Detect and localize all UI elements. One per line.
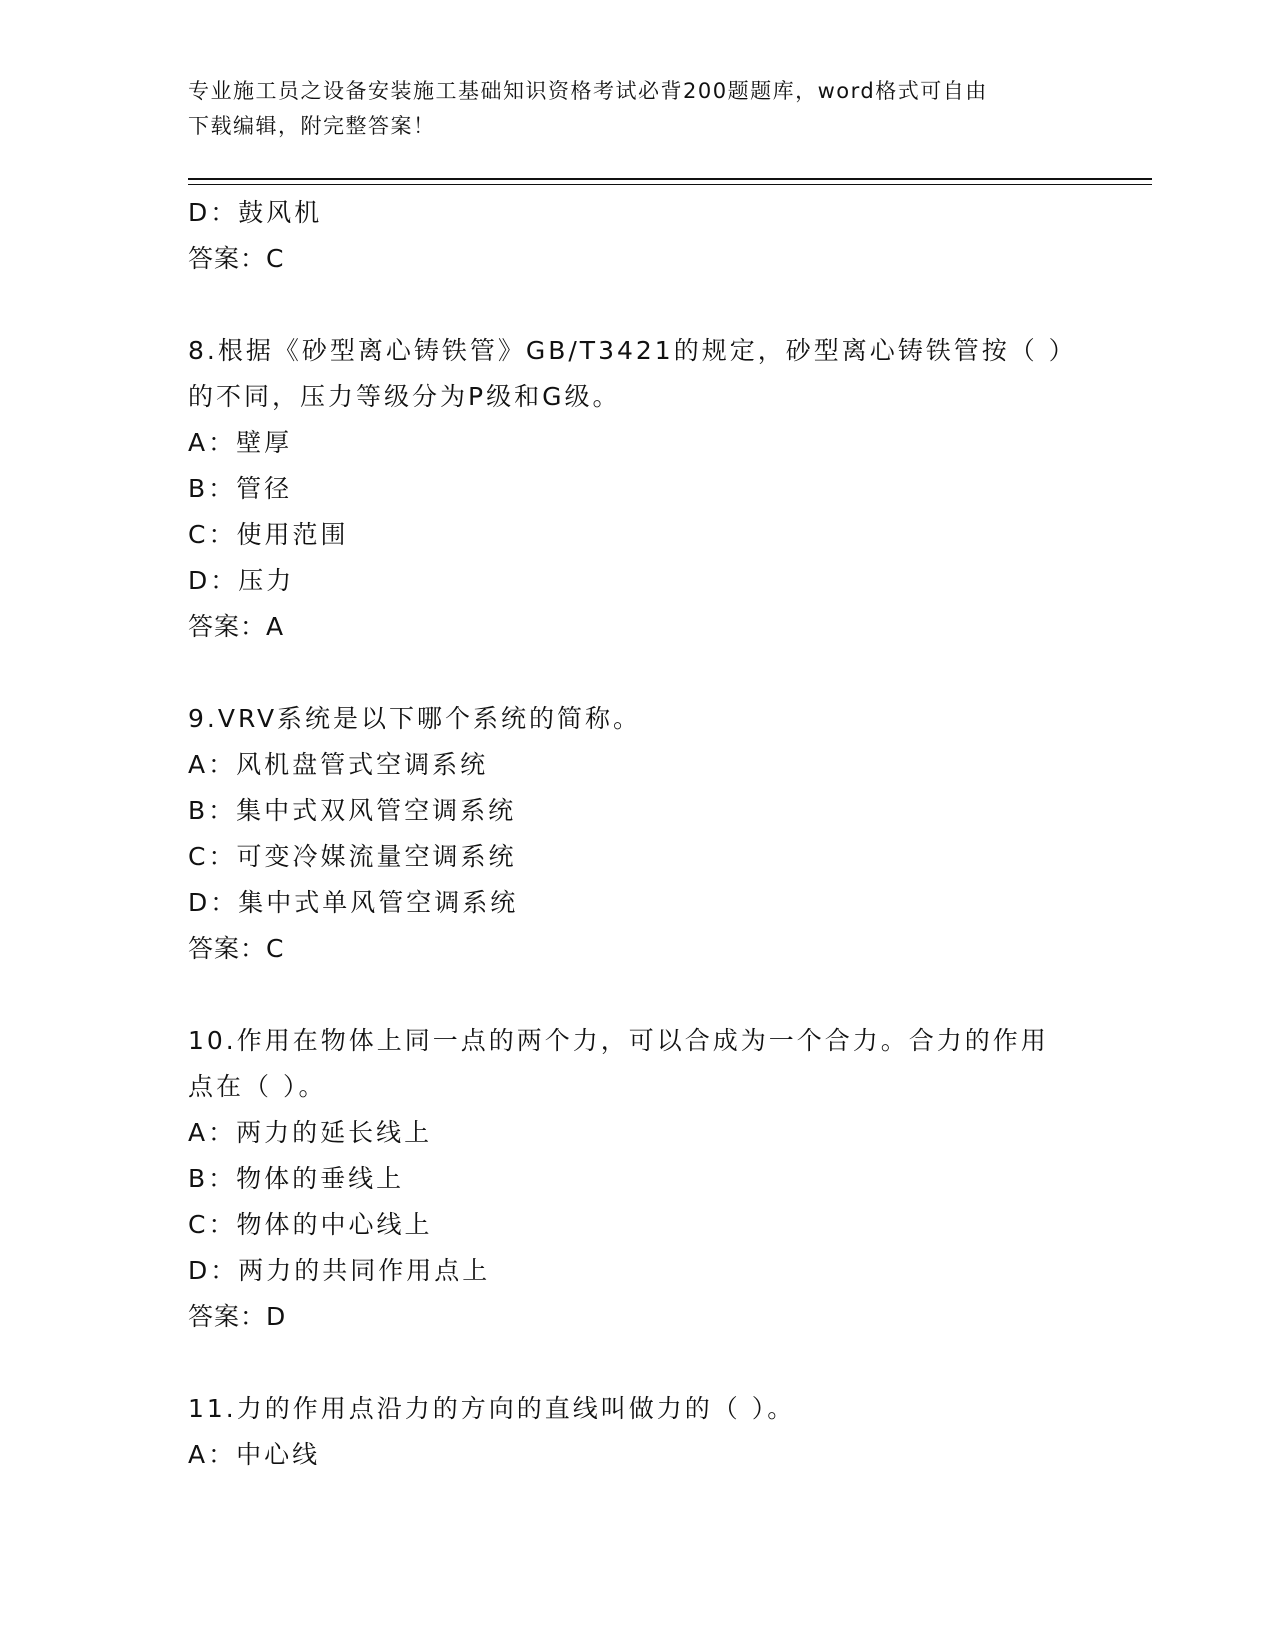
spacer: [188, 972, 1088, 1018]
prev-option-d: D：鼓风机: [188, 198, 323, 227]
question-9: [188, 696, 1088, 972]
question-9-answer: 答案：C: [188, 934, 285, 963]
question-10-stem-line-2: 点在（ ）。: [188, 1072, 327, 1101]
question-10-option-d: D：两力的共同作用点上: [188, 1256, 491, 1285]
question-content: [188, 190, 1088, 1478]
question-11: [188, 1386, 1088, 1478]
question-9-stem-line-1: 9.VRV系统是以下哪个系统的简称。: [188, 704, 642, 733]
question-8-stem-line-2: 的不同，压力等级分为P级和G级。: [188, 382, 621, 411]
question-11-stem-line-1: 11.力的作用点沿力的方向的直线叫做力的（ ）。: [188, 1394, 796, 1423]
question-10: [188, 1018, 1088, 1340]
question-9-option-a: A：风机盘管式空调系统: [188, 750, 489, 779]
question-8-stem-line-1: 8.根据《砂型离心铸铁管》GB/T3421的规定，砂型离心铸铁管按（ ）: [188, 336, 1077, 365]
header-title-line-1: 专业施工员之设备安装施工基础知识资格考试必背200题题库，word格式可自由: [188, 79, 988, 103]
question-9-option-d: D：集中式单风管空调系统: [188, 888, 519, 917]
question-10-option-b: B：物体的垂线上: [188, 1164, 405, 1193]
document-header: [188, 74, 1068, 144]
question-8: [188, 328, 1088, 650]
question-9-option-b: B：集中式双风管空调系统: [188, 796, 517, 825]
question-9-option-c: C：可变冷媒流量空调系统: [188, 842, 517, 871]
question-10-stem-line-1: 10.作用在物体上同一点的两个力，可以合成为一个合力。合力的作用: [188, 1026, 1049, 1055]
spacer: [188, 1340, 1088, 1386]
question-8-option-d: D：压力: [188, 566, 295, 595]
prev-answer: 答案：C: [188, 244, 285, 273]
question-8-answer: 答案：A: [188, 612, 285, 641]
question-8-option-b: B：管径: [188, 474, 293, 503]
header-divider-thin: [188, 184, 1152, 185]
question-8-option-c: C：使用范围: [188, 520, 349, 549]
question-8-option-a: A：壁厚: [188, 428, 293, 457]
header-divider-thick: [188, 178, 1152, 180]
question-10-option-c: C：物体的中心线上: [188, 1210, 433, 1239]
header-title-line-2: 下载编辑，附完整答案！: [188, 114, 436, 138]
spacer: [188, 282, 1088, 328]
question-10-answer: 答案：D: [188, 1302, 287, 1331]
question-11-option-a: A：中心线: [188, 1440, 321, 1469]
question-10-option-a: A：两力的延长线上: [188, 1118, 433, 1147]
spacer: [188, 650, 1088, 696]
